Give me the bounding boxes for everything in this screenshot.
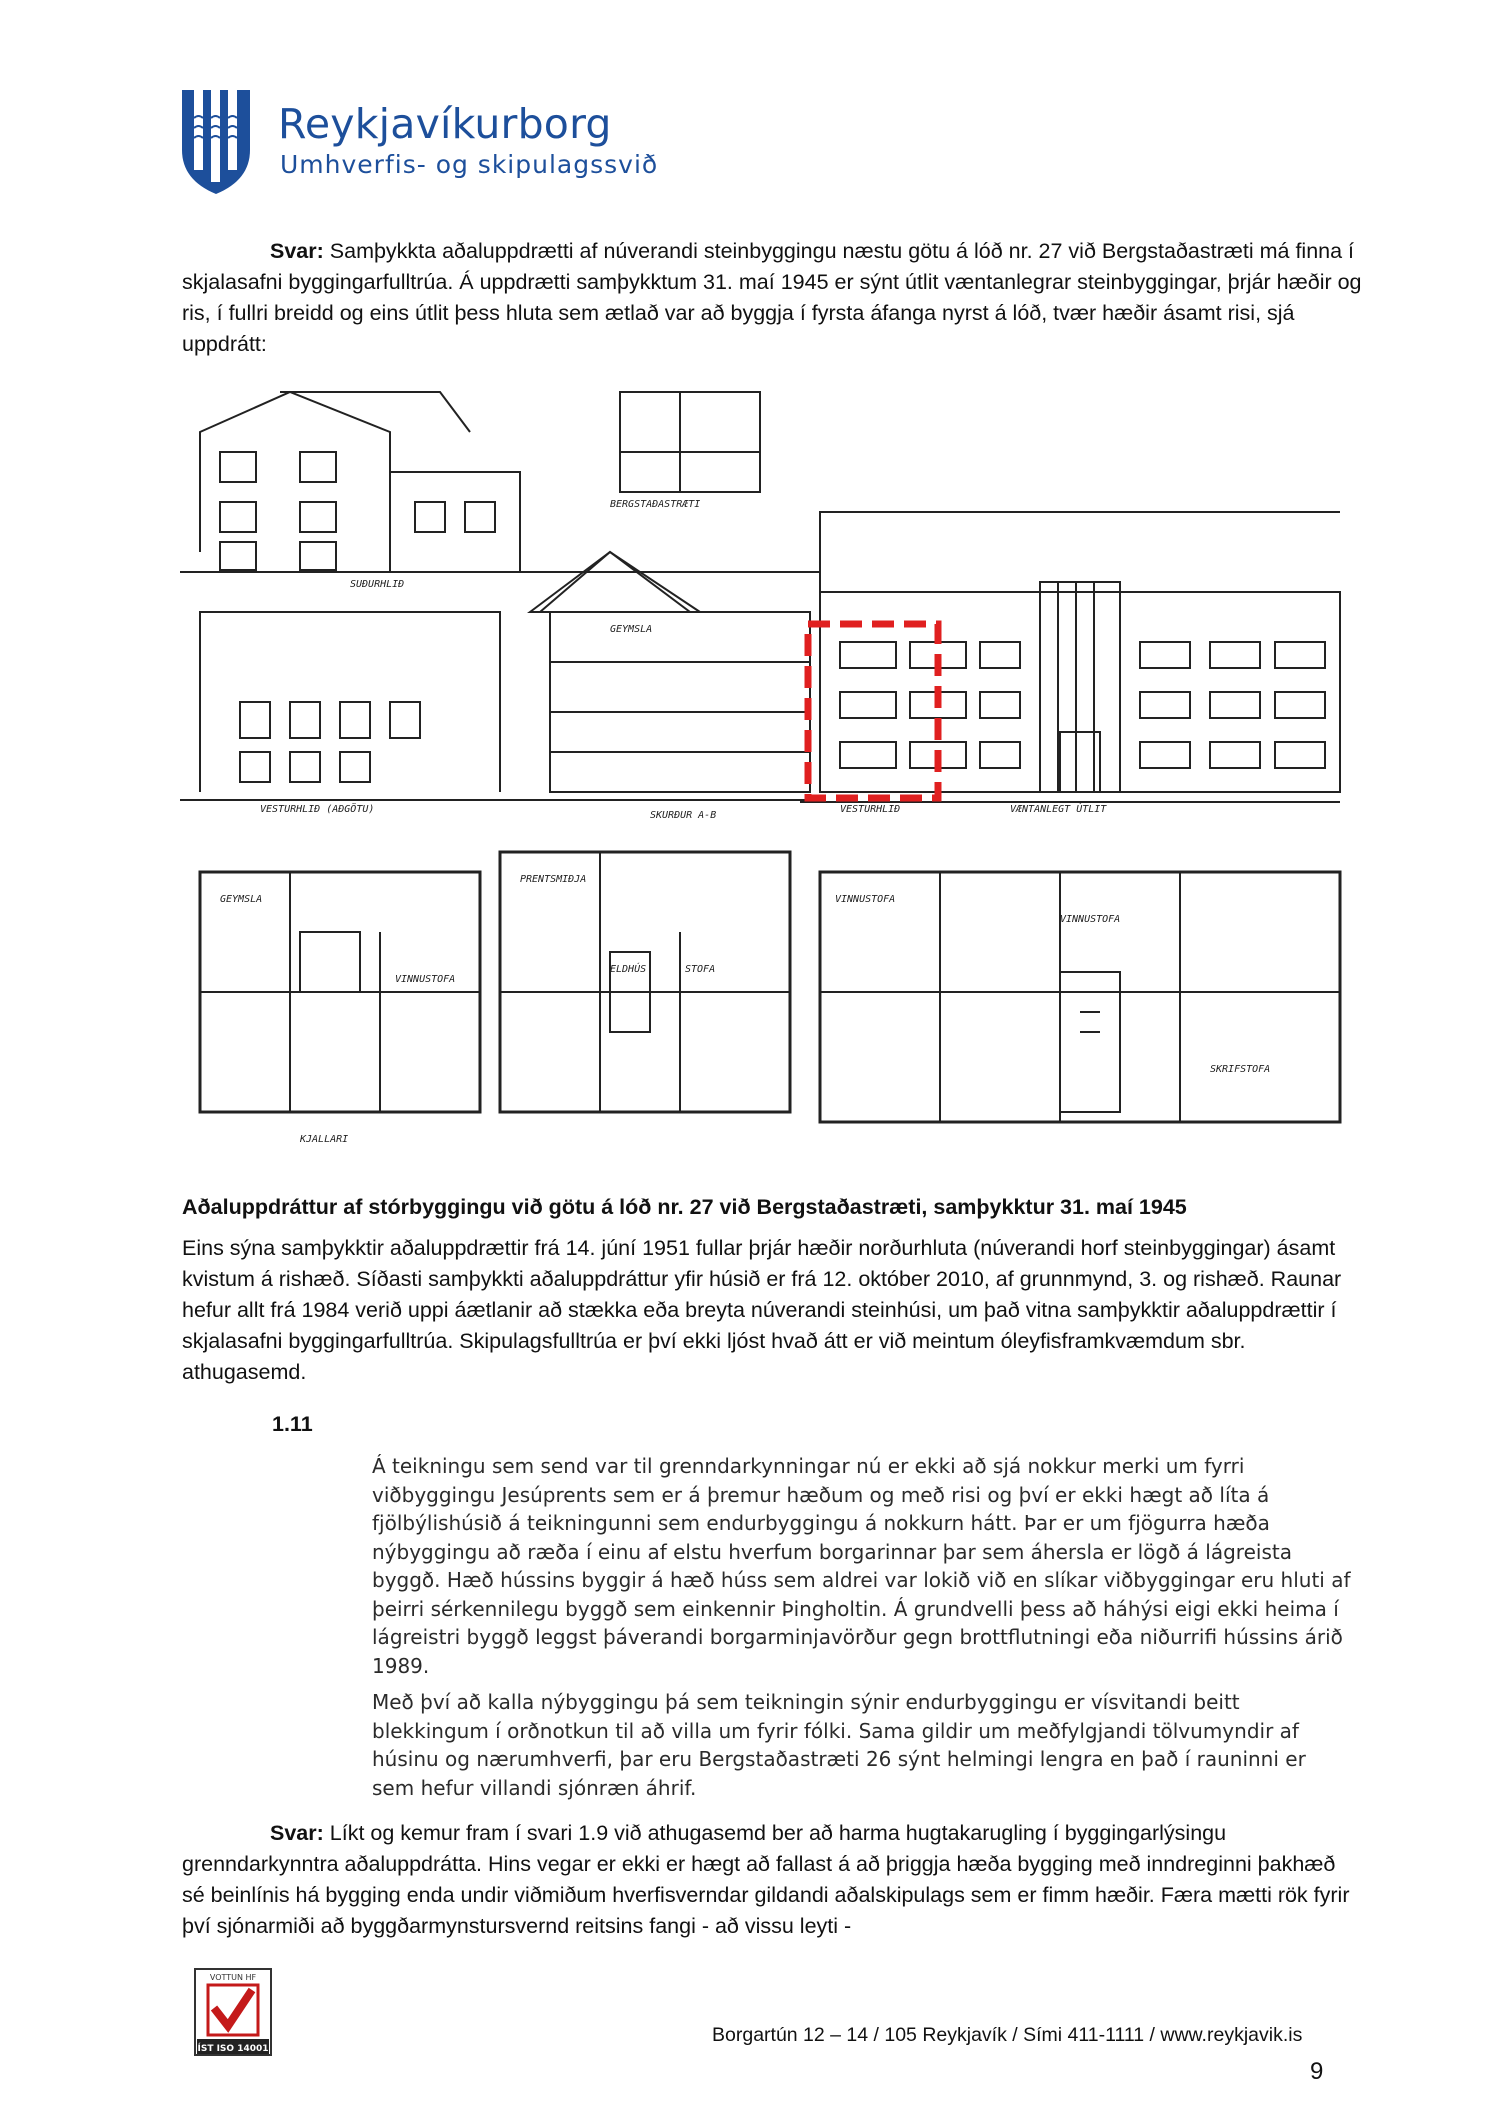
- paragraph-2: [182, 1233, 1362, 1388]
- label-geymsla: GEYMSLA: [220, 894, 263, 905]
- label-vinnustofa-2: VINNUSTOFA: [835, 894, 896, 905]
- label-bergstadastraeti: BERGSTAÐASTRÆTI: [610, 499, 701, 510]
- label-skrifstofa: SKRIFSTOFA: [1210, 1064, 1271, 1075]
- paragraph-2-text: Eins sýna samþykktir aðaluppdrættir frá 14. júní 1951 fullar þrjár hæðir norðurhluta (núverandi horf steinbyggingar) ásamt kvistum á rishæð. Síðasti samþykkti aðaluppdráttur yfir húsið er frá 12. október 2010, af grunnmynd, 3. og rishæð. Raunar hefur allt frá 1984 verið uppi áætlanir að stækka eða breyta núverandi steinhúsi, um það vitna samþykktir aðaluppdrættir í skjalasafni byggingarfulltrúa. Skipulagsfulltrúa er því ekki ljóst hvað átt er við meintum óleyfisframkvæmdum sbr. athugasemd.: [182, 1236, 1342, 1384]
- answer-text-2: Líkt og kemur fram í svari 1.9 við athugasemd ber að harma hugtakarugling í byggingarlýsingu grenndarkynntra aðaluppdrátta. Hins vegar er ekki er hægt að fallast á að þriggja hæða bygging með inndreginni þakhæð sé beinlínis há bygging enda undir viðmiðum hverfisverndar gildandi aðalskipulags sem er fimm hæðir. Færa mætti rök fyrir því sjónarmiði að byggðarmynstursvernd reitsins fangi - að vissu leyti -: [182, 1821, 1350, 1938]
- quoted-comment-1: Á teikningu sem send var til grenndarkynningar nú er ekki að sjá nokkur merki um fyrri viðbyggingu Jesúprents sem er á þremur hæðum og með risi og því er ekki hægt að líta á fjölbýlishúsið á teikningunni sem endurbyggingu á nokkurn hátt. Þar er um fjögurra hæða nýbyggingu að ræða í einu af elstu hverfum borgarinnar þar sem áhersla er lögð á lágreista byggð. Hæð hússins byggir á hæð húss sem aldrei var lokið við en slíkar viðbyggingar eru hluti af þeirri sérkennilegu byggð sem einkennir Þingholtin. Á grundvelli þess að háhýsi eigi ekki heima í lágreistri byggð leggst þáverandi borgarminjavörður gegn brottflutningi eða niðurrifi hússins árið 1989.: [372, 1454, 1351, 1678]
- label-geymsla-section: GEYMSLA: [610, 624, 653, 635]
- page-number: 9: [1310, 2058, 1324, 2085]
- footer-address: Borgartún 12 – 14 / 105 Reykjavík / Sími 411-1111 / www.reykjavik.is: [712, 2024, 1303, 2046]
- org-department: Umhverfis- og skipulagssvið: [280, 150, 659, 179]
- org-name: Reykjavíkurborg: [278, 100, 612, 148]
- label-kjallari: KJALLARI: [300, 1134, 349, 1145]
- label-stofa: STOFA: [685, 964, 716, 975]
- cert-bottom-text: ÍST ISO 14001: [197, 2044, 269, 2054]
- answer-label-2: Svar:: [270, 1821, 324, 1845]
- iso-certification-logo: [194, 1968, 272, 2056]
- answer-paragraph-3: [182, 1818, 1362, 1942]
- label-vaentanlegt: VÆNTANLEGT ÚTLIT: [1010, 804, 1107, 815]
- label-vinnustofa-3: VINNUSTOFA: [1060, 914, 1121, 925]
- reykjavik-coat-of-arms-logo: [180, 88, 252, 196]
- label-vinnustofa-1: VINNUSTOFA: [395, 974, 456, 985]
- architectural-drawing: [180, 372, 1360, 1168]
- cert-top-text: VOTTUN HF: [209, 1973, 257, 1982]
- answer-label: Svar:: [270, 239, 324, 263]
- figure-caption: Aðaluppdráttur af stórbyggingu við götu á lóð nr. 27 við Bergstaðastræti, samþykktur 31. maí 1945: [182, 1195, 1187, 1219]
- label-eldhus: ELDHÚS: [610, 964, 647, 975]
- label-prentsmidja: PRENTSMIÐJA: [520, 874, 587, 885]
- quoted-comment-2: Með því að kalla nýbyggingu þá sem teikningin sýnir endurbyggingu er vísvitandi beitt blekkingum í orðnotkun til að villa um fyrir fólki. Sama gildir um meðfylgjandi tölvumyndir af húsinu og nærumhverfi, þar eru Bergstaðastræti 26 sýnt helmingi lengra en það í rauninni er sem hefur villandi sjónræn áhrif.: [372, 1690, 1306, 1800]
- answer-paragraph-1: [182, 236, 1362, 360]
- label-skurdur: SKURÐUR A-B: [650, 810, 717, 821]
- label-sudurhlid: SUÐURHLIÐ: [350, 579, 405, 590]
- section-number: 1.11: [272, 1412, 313, 1436]
- answer-text: Samþykkta aðaluppdrætti af núverandi steinbyggingu næstu götu á lóð nr. 27 við Bergstaðastræti má finna í skjalasafni byggingarfulltrúa. Á uppdrætti samþykktum 31. maí 1945 er sýnt útlit væntanlegrar steinbyggingar, þrjár hæðir og ris, í fullri breidd og eins útlit þess hluta sem ætlað var að byggja í fyrsta áfanga nyrst á lóð, tvær hæðir ásamt risi, sjá uppdrátt:: [182, 239, 1362, 356]
- label-vesturhlid-adgotu: VESTURHLIÐ (AÐGÖTU): [260, 804, 375, 815]
- label-vesturhlid: VESTURHLIÐ: [840, 804, 901, 815]
